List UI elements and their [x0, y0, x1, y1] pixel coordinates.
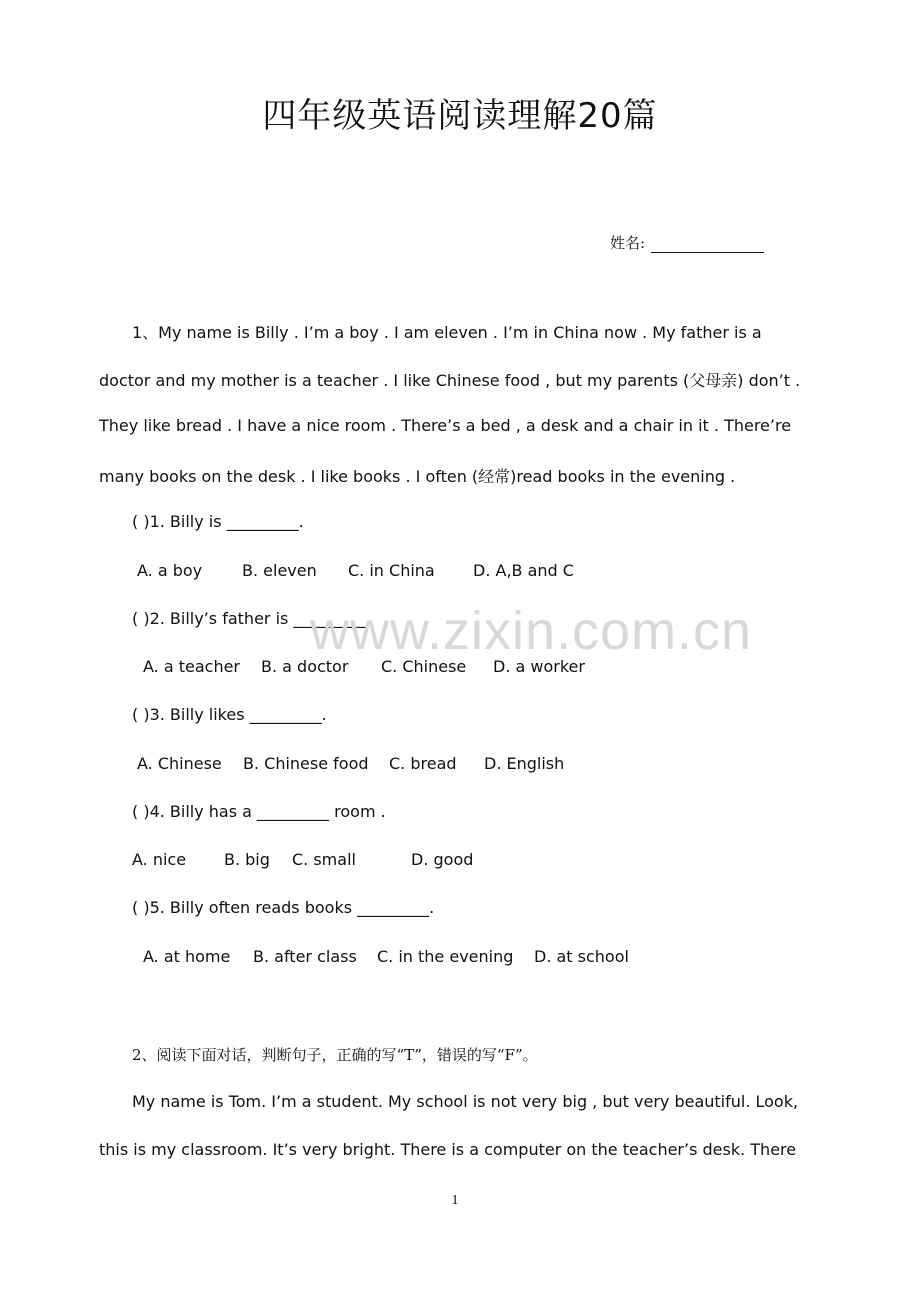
- option-d: D. A,B and C: [473, 561, 574, 580]
- option-d: D. good: [411, 850, 474, 869]
- page-title: 四年级英语阅读理解20篇: [262, 96, 658, 136]
- section2-heading: 2、阅读下面对话，判断句子，正确的写“T”，错误的写“F”。: [132, 1046, 538, 1064]
- section2-line: this is my classroom. It’s very bright. There is a computer on the teacher’s desk. There: [99, 1140, 797, 1159]
- option-c: C. in China: [348, 561, 435, 580]
- section2-line: My name is Tom. I’m a student. My school is not very big , but very beautiful. Look,: [132, 1092, 799, 1111]
- passage1-line: doctor and my mother is a teacher . I like Chinese food , but my parents (父母亲) don’t .: [99, 371, 801, 390]
- option-d: D. English: [484, 754, 565, 773]
- watermark: www.zixin.com.cn: [310, 601, 753, 661]
- option-c: C. in the evening: [377, 947, 514, 966]
- page-number: 1: [451, 1193, 459, 1208]
- option-a: A. at home: [143, 947, 231, 966]
- student-name-field: [610, 232, 764, 253]
- passage1-line: 1、My name is Billy . I’m a boy . I am eleven . I’m in China now . My father is a: [132, 323, 762, 342]
- passage1-line: They like bread . I have a nice room . There’s a bed , a desk and a chair in it . There’re: [99, 416, 792, 435]
- option-a: A. a boy: [137, 561, 203, 580]
- question-stem: ( )4. Billy has a _________ room .: [132, 802, 386, 821]
- question-stem: ( )2. Billy’s father is _________.: [132, 609, 371, 628]
- option-b: B. big: [224, 850, 270, 869]
- option-d: D. a worker: [493, 657, 585, 676]
- question-stem: ( )3. Billy likes _________.: [132, 705, 327, 724]
- option-a: A. Chinese: [137, 754, 222, 773]
- question-stem: ( )5. Billy often reads books _________.: [132, 898, 435, 917]
- option-a: A. a teacher: [143, 657, 241, 676]
- option-b: B. after class: [253, 947, 357, 966]
- option-c: C. Chinese: [381, 657, 467, 676]
- question-stem: ( )1. Billy is _________.: [132, 512, 304, 531]
- option-b: B. Chinese food: [243, 754, 369, 773]
- option-a: A. nice: [132, 850, 187, 869]
- name-blank-line[interactable]: [651, 236, 764, 253]
- option-d: D. at school: [534, 947, 629, 966]
- option-b: B. a doctor: [261, 657, 349, 676]
- option-b: B. eleven: [242, 561, 317, 580]
- name-label: 姓名:: [610, 234, 646, 252]
- passage1-line: many books on the desk . I like books . I often (经常)read books in the evening .: [99, 467, 736, 486]
- option-c: C. small: [292, 850, 356, 869]
- option-c: C. bread: [389, 754, 457, 773]
